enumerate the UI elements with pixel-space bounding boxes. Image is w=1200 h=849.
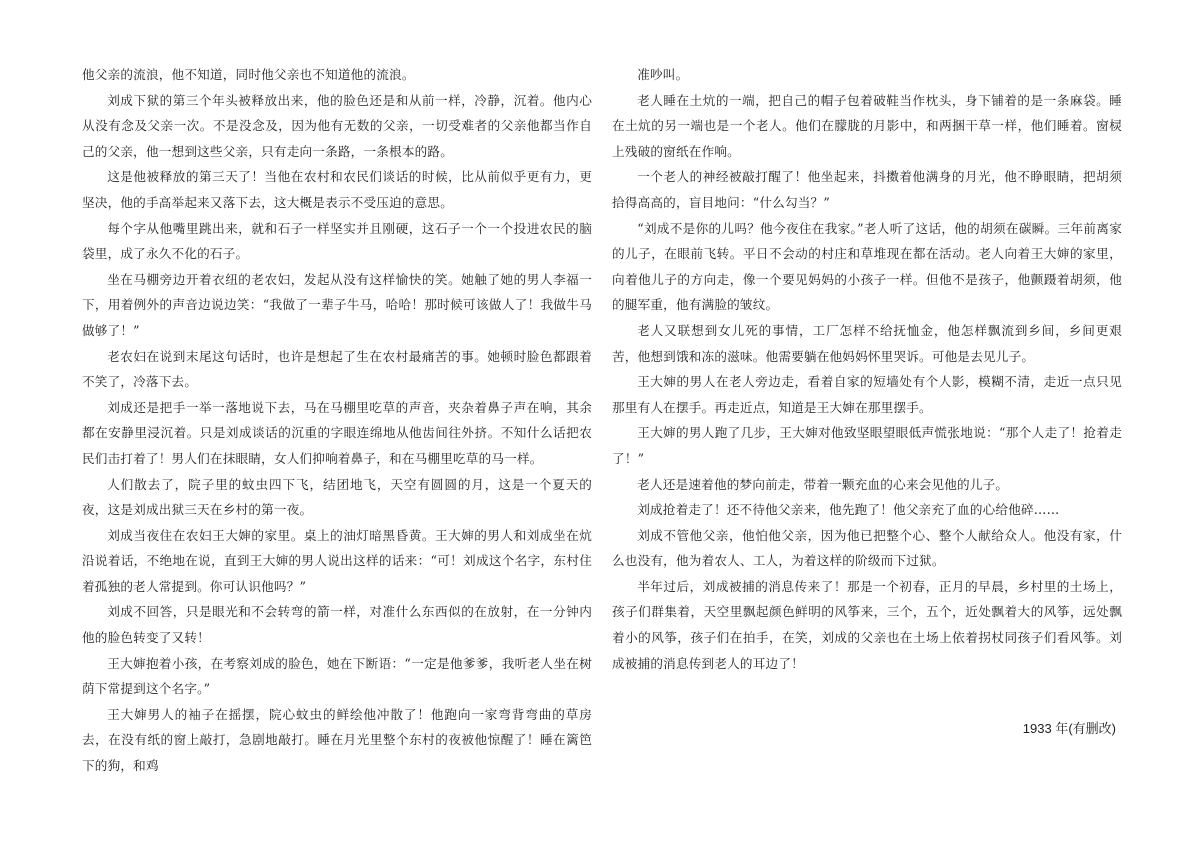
paragraph: 王大婶男人的袖子在摇摆，院心蚊虫的鲜绘他冲散了！他跑向一家弯背弯曲的草房去，在没有纸的窗上敲打，急剧地敲打。睡在月光里整个东村的夜被他惊醒了！睡在篱笆下的狗，和鸡 <box>82 706 592 774</box>
paragraph: 一个老人的神经被敲打醒了！他坐起来，抖擞着他满身的月光，他不睁眼睛，把胡须拾得高高的，盲目地问：“什么勾当？” <box>612 169 1122 210</box>
paragraph: 每个字从他嘴里跳出来，就和石子一样坚实并且刚硬，这石子一个一个投进农民的脑袋里，成了永久不化的石子。 <box>82 220 592 262</box>
paragraph: 王大婶抱着小孩，在考察刘成的脸色，她在下断语：“一定是他爹爹，我听老人坐在树荫下常提到这个名字。” <box>82 655 592 697</box>
paragraph: 老农妇在说到末尾这句话时，也许是想起了生在农村最痛苦的事。她顿时脸色都跟着不笑了，冷落下去。 <box>82 348 592 390</box>
paragraph: 老人睡在土炕的一端，把自己的帽子包着破鞋当作枕头，身下铺着的是一条麻袋。睡在土炕的另一端也是一个老人。他们在朦胧的月影中，和两捆干草一样，他们睡着。窗棂上残破的窗纸在作响。 <box>612 92 1122 159</box>
paragraph: 刘成还是把手一举一落地说下去，马在马棚里吃草的声音，夹杂着鼻子声在响，其余都在安静里浸沉着。只是刘成谈话的沉重的字眼连绵地从他齿间往外挤。不知什么话把农民们击打着了！男人们在抹眼睛，女人们抑响着鼻子，和在马棚里吃草的马一样。 <box>82 399 592 466</box>
paragraph: 人们散去了，院子里的蚊虫四下飞，结团地飞，天空有圆圆的月，这是一个夏天的夜，这是刘成出狱三天在乡村的第一夜。 <box>82 476 592 518</box>
paragraph: 王大婶的男人跑了几步，王大婶对他致坚眼望眼低声慌张地说：“那个人走了！抢着走了！” <box>612 425 1122 466</box>
paragraph: 这是他被释放的第三天了！当他在农村和农民们谈话的时候，比从前似乎更有力，更坚决，他的手高举起来又落下去，这大概是表示不受压迫的意思。 <box>82 169 592 210</box>
paragraph: 老人又联想到女儿死的事情，工厂怎样不给抚恤金，他怎样飘流到乡间，乡间更艰苦，他想到饿和冻的滋味。他需要躺在他妈妈怀里哭诉。可他是去见儿子。 <box>612 322 1122 364</box>
paragraph: 刘成当夜住在农妇王大婶的家里。桌上的油灯暗黑昏黄。王大婶的男人和刘成坐在炕沿说着话，不绝地在说，直到王大婶的男人说出这样的话来：“可！刘成这个名字，东村住着孤独的老人常提到。你可认识他吗？” <box>82 527 592 594</box>
paragraph: 刘成不回答，只是眼光和不会转弯的箭一样，对准什么东西似的在放射，在一分钟内他的脸色转变了又转！ <box>82 604 592 646</box>
paragraph: 老人还是速着他的梦向前走，带着一颗充血的心来会见他的儿子。 <box>637 476 1009 492</box>
paragraph: 刘成下狱的第三个年头被释放出来，他的脸色还是和从前一样，冷静，沉着。他内心从没有念及父亲一次。不是没念及，因为他有无数的父亲，一切受难者的父亲他都当作自己的父亲，他一想到这些父亲，只有走向一条路，一条根本的路。 <box>82 92 592 159</box>
source-note: 1933 年(有删改) <box>1022 721 1116 736</box>
paragraph: “刘成不是你的儿吗？他今夜住在我家。”老人听了这话，他的胡须在碳瞬。三年前离家的儿子，在眼前飞转。平日不会动的村庄和草堆现在都在活动。老人向着王大婶的家里，向着他儿子的方向走，像一个要见妈妈的小孩子一样。但他不是孩子，他颤蹑着胡须，他的腿军重，他有满脸的皱纹。 <box>612 220 1122 313</box>
paragraph: 坐在马棚旁边开着衣纽的老农妇，发起从没有这样愉快的笑。她触了她的男人李福一下，用着例外的声音边说边笑：“我做了一辈子牛马，哈哈！那时候可该做人了！我做牛马做够了！” <box>82 271 592 338</box>
paragraph: 刘成不管他父亲，他怕他父亲，因为他已把整个心、整个人献给众人。他没有家，什么也没有，他为着农人、工人，为着这样的阶级而下过狱。 <box>612 527 1122 569</box>
right-column <box>612 62 1122 676</box>
paragraph: 半年过后，刘成被捕的消息传来了！那是一个初春，正月的早晨，乡村里的土场上，孩子们群集着，天空里飘起颜色鲜明的风筝来，三个，五个，近处飘着大的风筝，远处飘着小的风筝，孩子们在拍手，在笑，刘成的父亲也在土场上依着拐杖同孩子们看风筝。刘成被捕的消息传到老人的耳边了！ <box>612 578 1122 671</box>
paragraph: 他父亲的流浪，他不知道，同时他父亲也不知道他的流浪。 <box>82 67 415 82</box>
paragraph: 刘成抢着走了！还不待他父亲来，他先跑了！他父亲充了血的心给他碎…… <box>637 502 1060 518</box>
paragraph: 王大婶的男人在老人旁边走，看着自家的短墙处有个人影，模糊不清，走近一点只见那里有人在摆手。再走近点，知道是王大婶在那里摆手。 <box>612 374 1122 415</box>
left-column <box>82 62 592 779</box>
paragraph: 准吵叫。 <box>637 67 689 82</box>
